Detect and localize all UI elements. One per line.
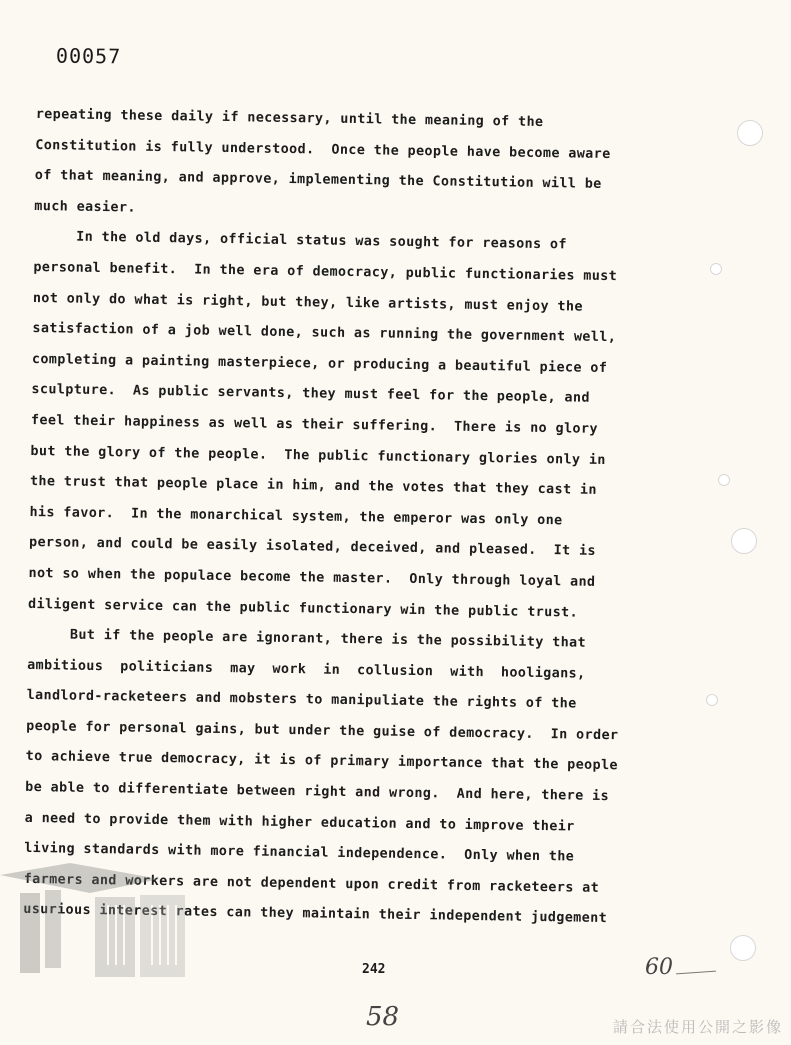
text-line: people for personal gains, but under the guise of democracy. In order	[26, 718, 619, 744]
punch-hole-small	[710, 263, 722, 275]
text-line: personal benefit. In the era of democracy, public functionaries must	[33, 259, 618, 285]
punch-hole-small	[706, 694, 718, 706]
page-number: 242	[362, 962, 386, 977]
page-id: 00057	[55, 43, 122, 69]
text-line: to achieve true democracy, it is of primary importance that the people	[25, 749, 619, 774]
body-text	[23, 100, 726, 937]
handwritten-note-58: 58	[366, 1002, 400, 1032]
text-line: his favor. In the monarchical system, the emperor was only one	[29, 504, 563, 529]
archive-logo-icon	[0, 845, 200, 985]
handwritten-note-60: 60	[645, 955, 673, 980]
punch-hole	[737, 120, 763, 146]
text-line: repeating these daily if necessary, until the meaning of the	[35, 106, 544, 130]
text-line: completing a painting masterpiece, or producing a beautiful piece of	[31, 351, 608, 376]
watermark: 請合法使用公開之影像	[612, 1018, 783, 1036]
text-line: not so when the populace become the master. Only through loyal and	[28, 565, 596, 590]
text-line: landlord-racketeers and mobsters to manipuliate the rights of the	[26, 688, 577, 712]
text-line: but the glory of the people. The public functionary glories only in	[30, 443, 606, 468]
text-line: farmers and workers are not dependent upon credit from racketeers at	[23, 871, 600, 896]
text-line: satisfaction of a job well done, such as running the government well,	[32, 321, 617, 346]
text-line: much easier.	[34, 198, 136, 216]
text-line: living standards with more financial independence. Only when the	[24, 841, 575, 865]
punch-hole	[730, 935, 756, 961]
text-line: Constitution is fully understood. Once the people have become aware	[35, 137, 611, 162]
handwritten-dash	[676, 971, 716, 975]
text-line: feel their happiness as well as their suffering. There is no glory	[30, 412, 598, 437]
text-line: diligent service can the public functionary win the public trust.	[27, 596, 579, 621]
text-line: not only do what is right, but they, like artists, must enjoy the	[32, 290, 583, 315]
text-line: a need to provide them with higher education and to improve their	[24, 810, 575, 835]
text-line: of that meaning, and approve, implementing the Constitution will be	[34, 168, 602, 193]
punch-hole	[731, 528, 757, 554]
text-line: usurious interest rates can they maintain their independent judgement	[23, 902, 608, 927]
text-line: person, and could be easily isolated, deceived, and pleased. It is	[28, 535, 597, 560]
text-line: But if the people are ignorant, there is the possibility that	[27, 627, 587, 651]
text-line: In the old days, official status was sought for reasons of	[33, 229, 568, 253]
text-line: sculpture. As public servants, they must feel for the people, and	[31, 382, 590, 407]
text-line: ambitious politicians may work in collusion with hooligans,	[27, 657, 586, 682]
punch-hole-small	[718, 474, 730, 486]
text-line: be able to differentiate between right and wrong. And here, there is	[25, 779, 610, 805]
text-line: the trust that people place in him, and the votes that they cast in	[29, 474, 598, 498]
